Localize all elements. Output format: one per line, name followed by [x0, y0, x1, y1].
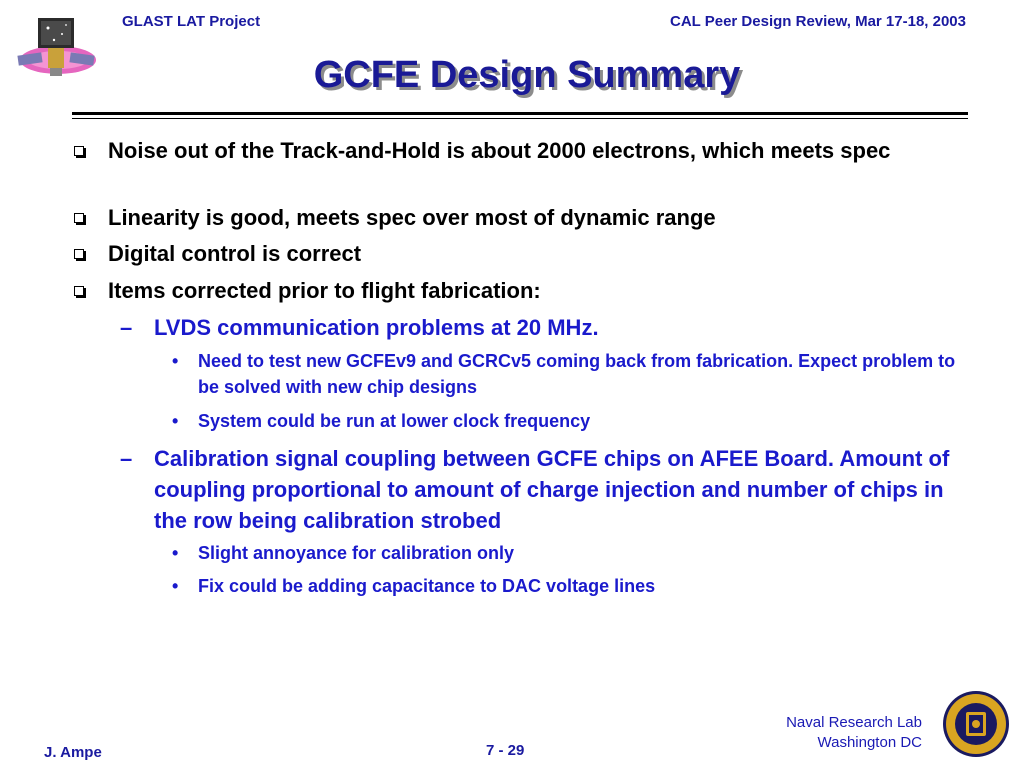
- sub-sub-bullet-text: System could be run at lower clock frequency: [198, 411, 591, 431]
- header-review: CAL Peer Design Review, Mar 17-18, 2003: [670, 13, 966, 30]
- checkbox-bullet-icon: [74, 146, 84, 156]
- author: J. Ampe: [44, 744, 102, 761]
- dot-bullet-icon: •: [172, 351, 179, 371]
- sub-sub-bullet-text: Slight annoyance for calibration only: [198, 543, 515, 563]
- dash-bullet-icon: –: [120, 315, 133, 340]
- dot-bullet-icon: •: [172, 411, 179, 431]
- bullet-noise: [108, 135, 978, 166]
- checkbox-bullet-icon: [74, 286, 84, 296]
- org-name: Naval Research Lab: [786, 714, 922, 731]
- sub-sub-bullet-text: Fix could be adding capacitance to DAC voltage lines: [198, 576, 656, 596]
- dash-bullet-icon: –: [120, 446, 133, 471]
- page-number: 7 - 29: [486, 742, 525, 759]
- checkbox-bullet-icon: [74, 249, 84, 259]
- bullet-items-corrected: [108, 275, 978, 306]
- bullet-text: Noise out of the Track-and-Hold is about 2000 electrons, which meets spec: [108, 138, 891, 163]
- sub-bullet-text: Calibration signal coupling between GCFE chips on AFEE Board. Amount of coupling proportional to amount of charge injection and number of chips in the row being calibration strobed: [154, 446, 950, 533]
- sub-sub-bullet-annoyance: [172, 540, 978, 566]
- bullet-text: Linearity is good, meets spec over most of dynamic range: [108, 205, 716, 230]
- bullet-text: Digital control is correct: [108, 241, 362, 266]
- sub-sub-bullet-test-new-chips: [172, 348, 978, 400]
- nrl-seal-icon: [942, 690, 1010, 758]
- bullet-text: Items corrected prior to flight fabrication:: [108, 278, 541, 303]
- bullet-linearity: [108, 202, 978, 233]
- sub-bullet-text: LVDS communication problems at 20 MHz.: [154, 315, 599, 340]
- dot-bullet-icon: •: [172, 576, 179, 596]
- organization-label: [786, 713, 922, 753]
- sub-bullet-lvds: [120, 312, 954, 343]
- page-title: GCFE Design Summary: [313, 54, 741, 96]
- org-location: Washington DC: [817, 734, 922, 751]
- sub-bullet-calibration-coupling: [120, 443, 954, 536]
- title-rule-thin: [72, 118, 968, 119]
- bullet-digital-control: [108, 238, 978, 269]
- title-rule-thick: [72, 112, 968, 115]
- sub-sub-bullet-lower-clock: [172, 408, 978, 434]
- checkbox-bullet-icon: [74, 213, 84, 223]
- sub-sub-bullet-text: Need to test new GCFEv9 and GCRCv5 coming back from fabrication. Expect problem to be solved with new chip designs: [198, 351, 956, 397]
- header-project: GLAST LAT Project: [122, 13, 261, 30]
- sub-sub-bullet-fix-capacitance: [172, 573, 978, 599]
- dot-bullet-icon: •: [172, 543, 179, 563]
